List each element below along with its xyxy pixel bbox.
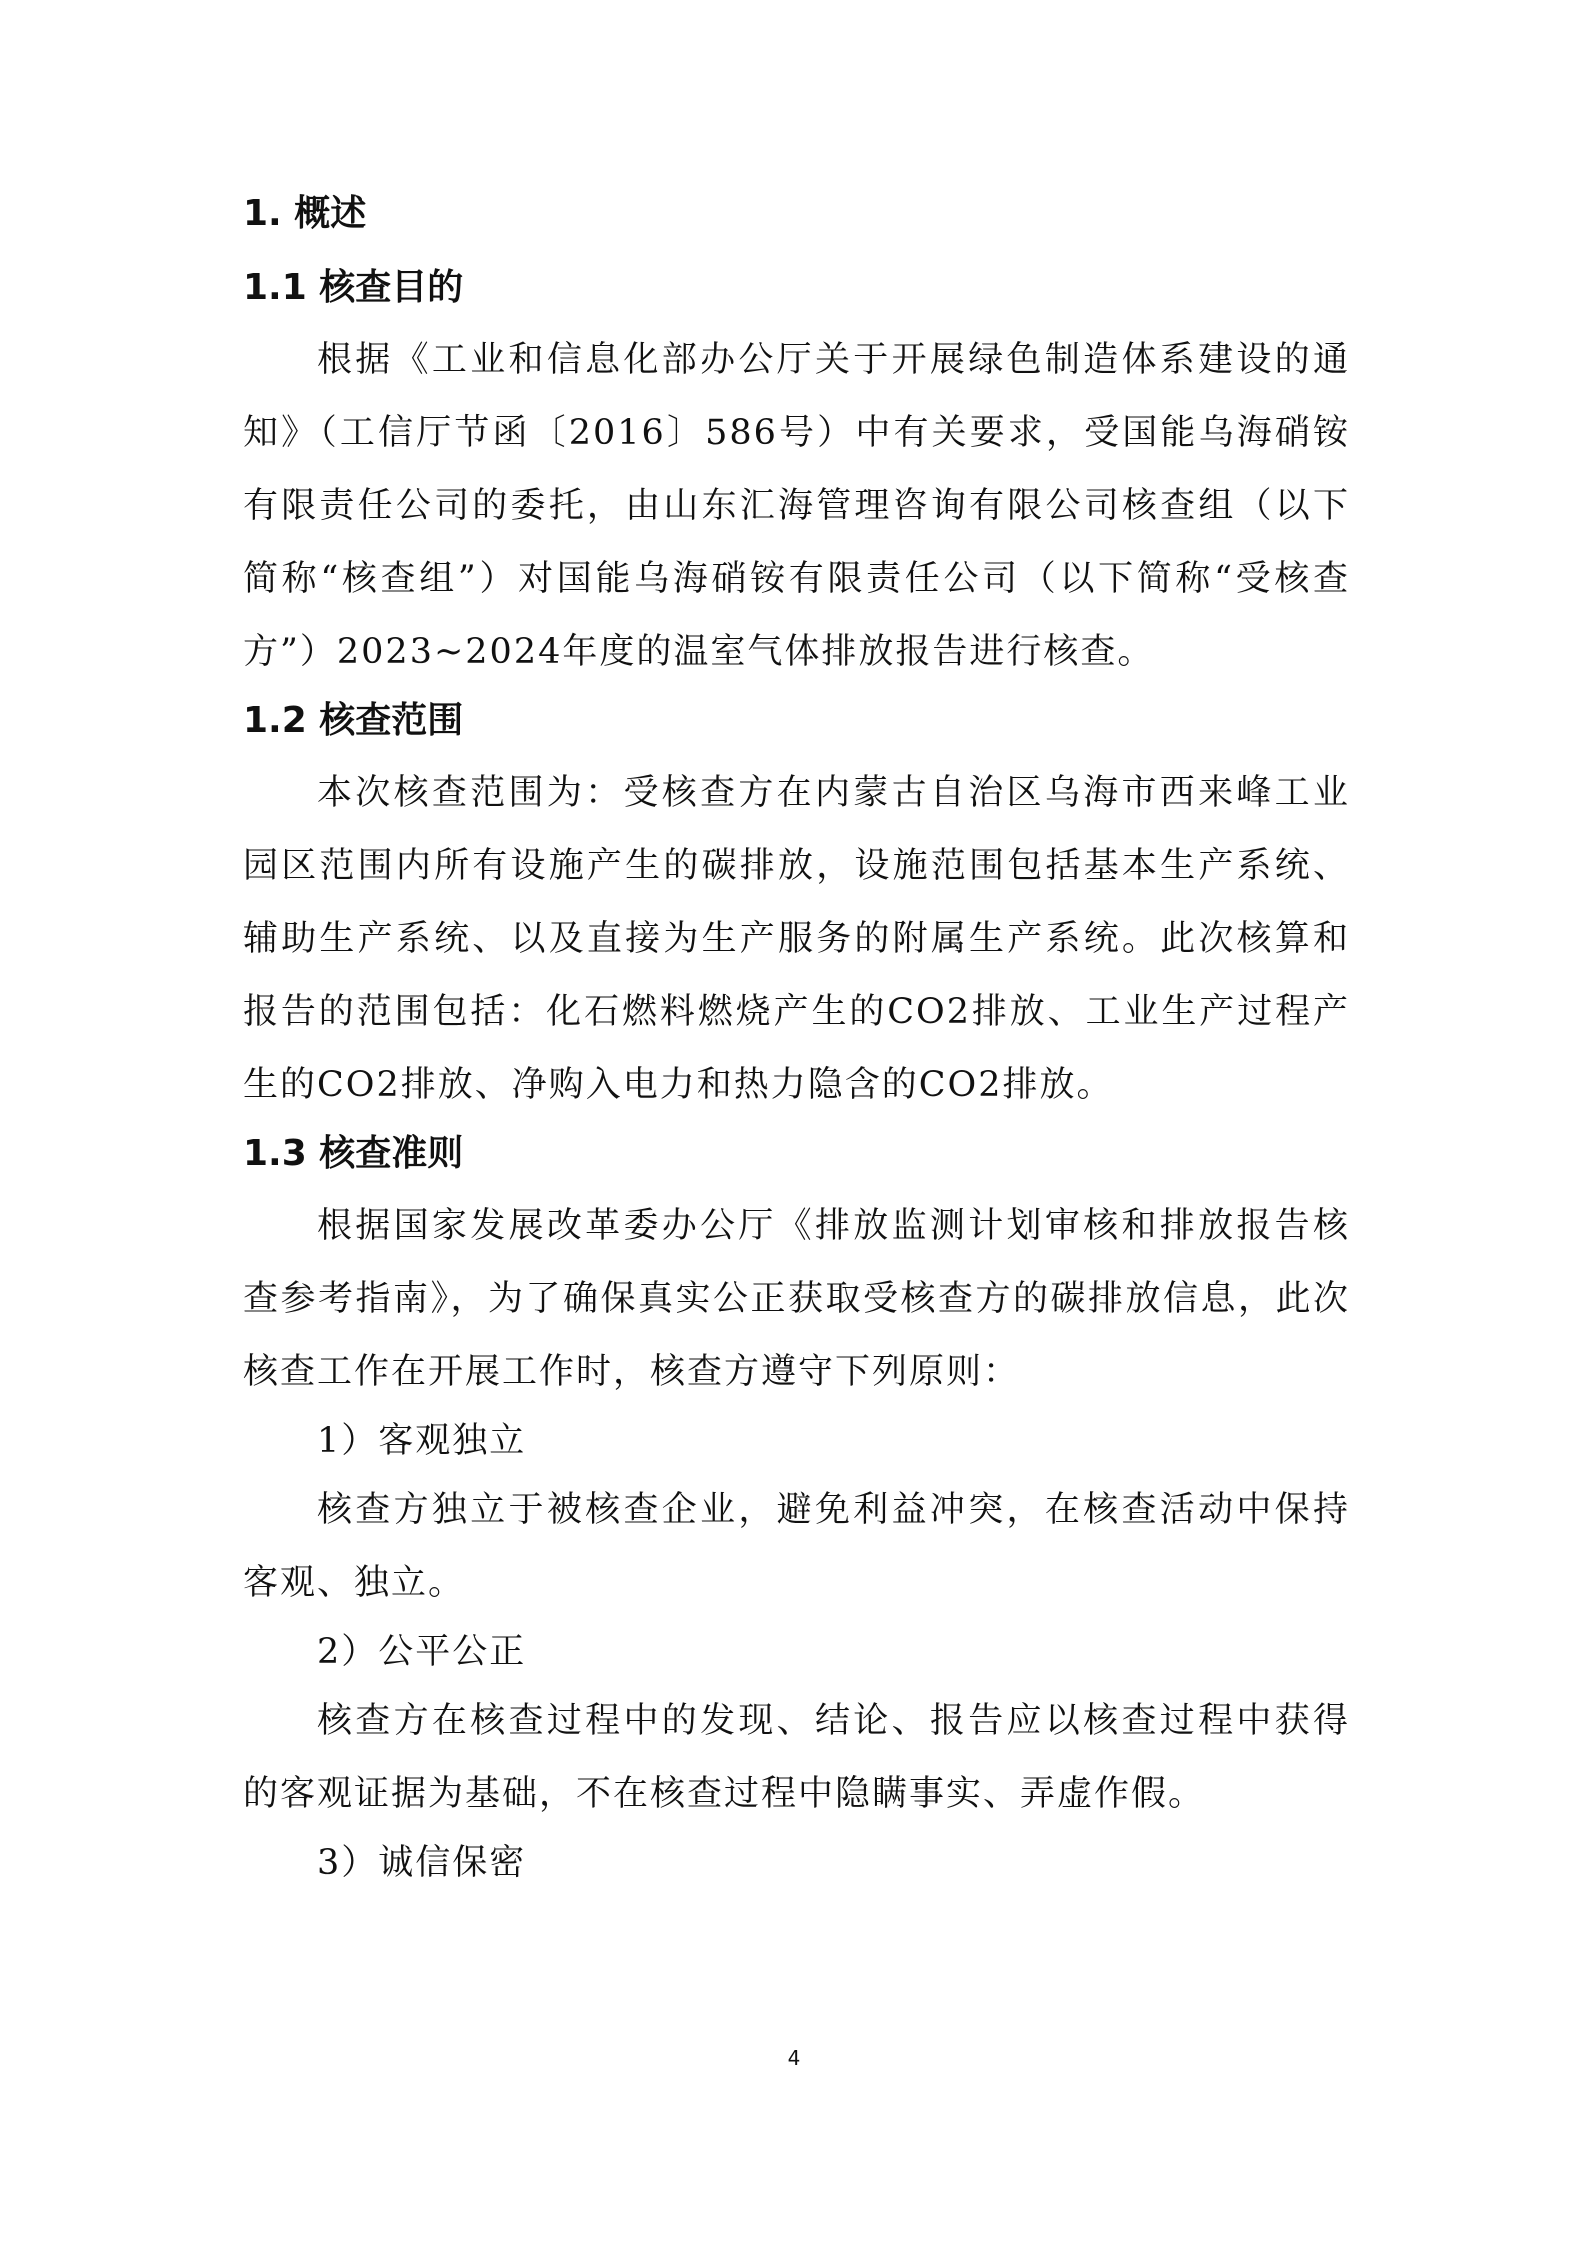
page-body — [243, 192, 1350, 1910]
principle-text-fairness: 核查方在核查过程中的发现、结论、报告应以核查过程中获得的客观证据为基础，不在核查过程中隐瞒事实、弄虚作假。 — [243, 1701, 1350, 1814]
principle-title-objective: 1）客观独立 — [317, 1421, 527, 1461]
criteria-paragraph: 根据国家发展改革委办公厅《排放监测计划审核和排放报告核查参考指南》，为了确保真实公正获取受核查方的碳排放信息，此次核查工作在开展工作时，核查方遵守下列原则： — [243, 1206, 1350, 1392]
subsection-heading-scope: 1.2 核查范围 — [243, 700, 464, 741]
principle-title-fairness: 2）公平公正 — [317, 1632, 527, 1672]
page-number: 4 — [787, 2046, 801, 2070]
section-heading-overview: 1. 概述 — [243, 193, 367, 234]
principle-title-integrity: 3）诚信保密 — [317, 1843, 527, 1883]
principle-text-objective: 核查方独立于被核查企业，避免利益冲突，在核查活动中保持客观、独立。 — [243, 1490, 1350, 1603]
purpose-paragraph: 根据《工业和信息化部办公厅关于开展绿色制造体系建设的通知》（工信厅节函〔2016〕586号）中有关要求，受国能乌海硝铵有限责任公司的委托，由山东汇海管理咨询有限公司核查组（以下简称“核查组”）对国能乌海硝铵有限责任公司（以下简称“受核查方”）2023~2024年度的温室气体排放报告进行核查。 — [243, 340, 1350, 672]
scope-paragraph: 本次核查范围为：受核查方在内蒙古自治区乌海市西来峰工业园区范围内所有设施产生的碳排放，设施范围包括基本生产系统、辅助生产系统、以及直接为生产服务的附属生产系统。此次核算和报告的范围包括：化石燃料燃烧产生的CO2排放、工业生产过程产生的CO2排放、净购入电力和热力隐含的CO2排放。 — [243, 773, 1350, 1105]
subsection-heading-purpose: 1.1 核查目的 — [243, 267, 464, 308]
subsection-heading-criteria: 1.3 核查准则 — [243, 1133, 464, 1174]
